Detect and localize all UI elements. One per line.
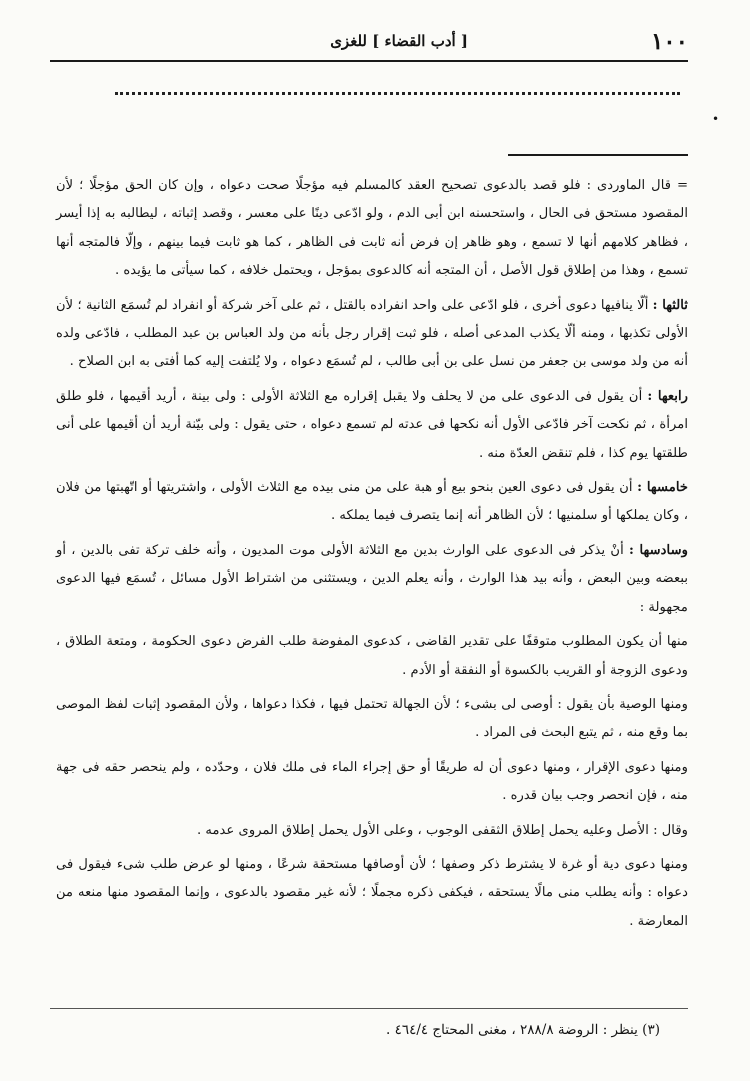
paragraph-3 [56,383,688,468]
paragraph-1 [56,172,688,286]
paragraph-text: أنْ يذكر فى الدعوى على الوارث بدين مع الثلاثة الأولى موت المديون ، وأنه خلف تركة تفى بالدين ، أو ببعضه وبين البعض ، وأنه بيد هذا الوارث ، وأنه يعلم الدين ، ويستثنى من اشتراط الأول مسائل ، تُسمَع فيها الدعوى مجهولة : [56,542,688,615]
dotted-separator [115,92,680,101]
margin-mark: • [712,112,720,126]
paragraph-text: ومنها الوصية بأن يقول : أوصى لى بشىء ؛ لأن الجهالة تحتمل فيها ، فكذا دعواها ، ولأن المقصود إثبات لفظ الموصى بما وقع منه ، ثم يتبع البحث فى المراد . [56,696,688,741]
paragraph-label: خامسها : [637,480,688,496]
paragraph-label: ثالثها : [652,297,688,313]
paragraph-4 [56,474,688,531]
paragraph-text: = قال الماوردى : فلو قصد بالدعوى تصحيح العقد كالمسلم فيه مؤجلًا صحت دعواه ، وإن كان الحق مؤجلًا ؛ لأن المقصود مستحق فى الحال ، واستحسنه ابن أبى الدم ، ولو ادّعى دينًا على معسر ، وقصد إثباته ، ليطالبه به إذا أيسر ، فظاهر كلامهم أنها لا تسمع ، وهو ظاهر إن فرض أنه ثابت فى الظاهر ، كما هو ثابت فيما بينهم ، وإلّا فالمتجه أنها تسمع ، وهذا من إطلاق قول الأصل ، أن المتجه أنه كالدعوى بمؤجل ، ويحتمل خلافه ، كما سيأتى ما يؤيده . [56,178,688,279]
paragraph-text: ومنها دعوى دية أو غرة لا يشترط ذكر وصفها ؛ لأن أوصافها مستحقة شرعًا ، ومنها لو عرض طلب شىء فيقول فى دعواه : وأنه يطلب منى مالًا يستحقه ، فيكفى ذكره مجملًا ؛ لأنه غير مقصود بالدعوى ، وإنما المقصود منها منعه من المعارضة . [56,856,688,929]
paragraph-text: منها أن يكون المطلوب متوقفًا على تقدير القاضى ، كدعوى المفوضة طلب الفرض دعوى الحكومة ، ومتعة الطلاق ، ودعوى الزوجة أو القريب بالكسوة أو النفقة أو الأدم . [56,634,688,678]
paragraph-text: ألّا ينافيها دعوى أخرى ، فلو ادّعى على واحد انفراده بالقتل ، ثم على آخر شركة أو انفراد لم تُسمَع الثانية ؛ لأن الأولى تكذبها ، ومنه ألّا يكذب المدعى أصله ، فلو ثبت إقرار رجل بأنه من ولد العباس بن عبد المطلب ، فادّعى ولده أنه من ولد موسى بن جعفر من نسل على بن أبى طالب ، لم تُسمَع دعواه ، ولا يُلتفت إليه كما أفتى به ابن الصلاح . [56,297,688,370]
paragraph-text: أن يقول فى الدعوى على من لا يحلف ولا يقبل إقراره مع الثلاثة الأولى : ولى بينة ، أريد أقيمها ، فلو طلق امرأة ، ثم نكحت آخر فادّعى الأول أنه نكحها فى عدته لم تسمع دعواه ، حتى يقول : ولى بيّنة أريد أن أقيمها على أنى طلقتها يوم كذا ، فلم تنقض العدّة منه . [56,388,688,461]
paragraph-text: وقال : الأصل وعليه يحمل إطلاق الثقفى الوجوب ، وعلى الأول يحمل إطلاق المروى عدمه . [197,822,688,838]
footnote: (٣) ينظر : الروضة ٢٨٨/٨ ، مغنى المحتاج ٤٦٤/٤ . [385,1022,660,1038]
page-number: ١٠٠ [650,28,688,55]
paragraph-7 [56,691,688,748]
main-text [56,172,688,936]
header-rule [50,60,688,62]
paragraph-label: وسادسها : [629,542,688,558]
paragraph-10 [56,851,688,936]
paragraph-2 [56,292,688,377]
paragraph-text: أن يقول فى دعوى العين بنحو بيع أو هبة على من منى بيده مع الثلاث الأولى ، واشتريتها أو اتّهبتها من فلان ، وكان يملكها أو سلمنيها ؛ لأن الظاهر أنه إنما يتصرف فيما يملكه . [56,480,688,524]
paragraph-9 [56,817,688,845]
paragraph-label: رابعها : [647,388,688,404]
paragraph-8 [56,754,688,811]
page-header [92,26,688,56]
short-rule [508,154,688,156]
footnote-rule [50,1008,688,1009]
running-title: [ أدب القضاء ] للغزى [330,32,468,50]
paragraph-5 [56,537,688,622]
paragraph-6 [56,628,688,685]
paragraph-text: ومنها دعوى الإقرار ، ومنها دعوى أن له طريقًا أو حق إجراء الماء فى ملك فلان ، وحدّده ، ولم ينحصر حقه فى جهة منه ، فإن انحصر وجب بيان قدره . [56,759,688,804]
